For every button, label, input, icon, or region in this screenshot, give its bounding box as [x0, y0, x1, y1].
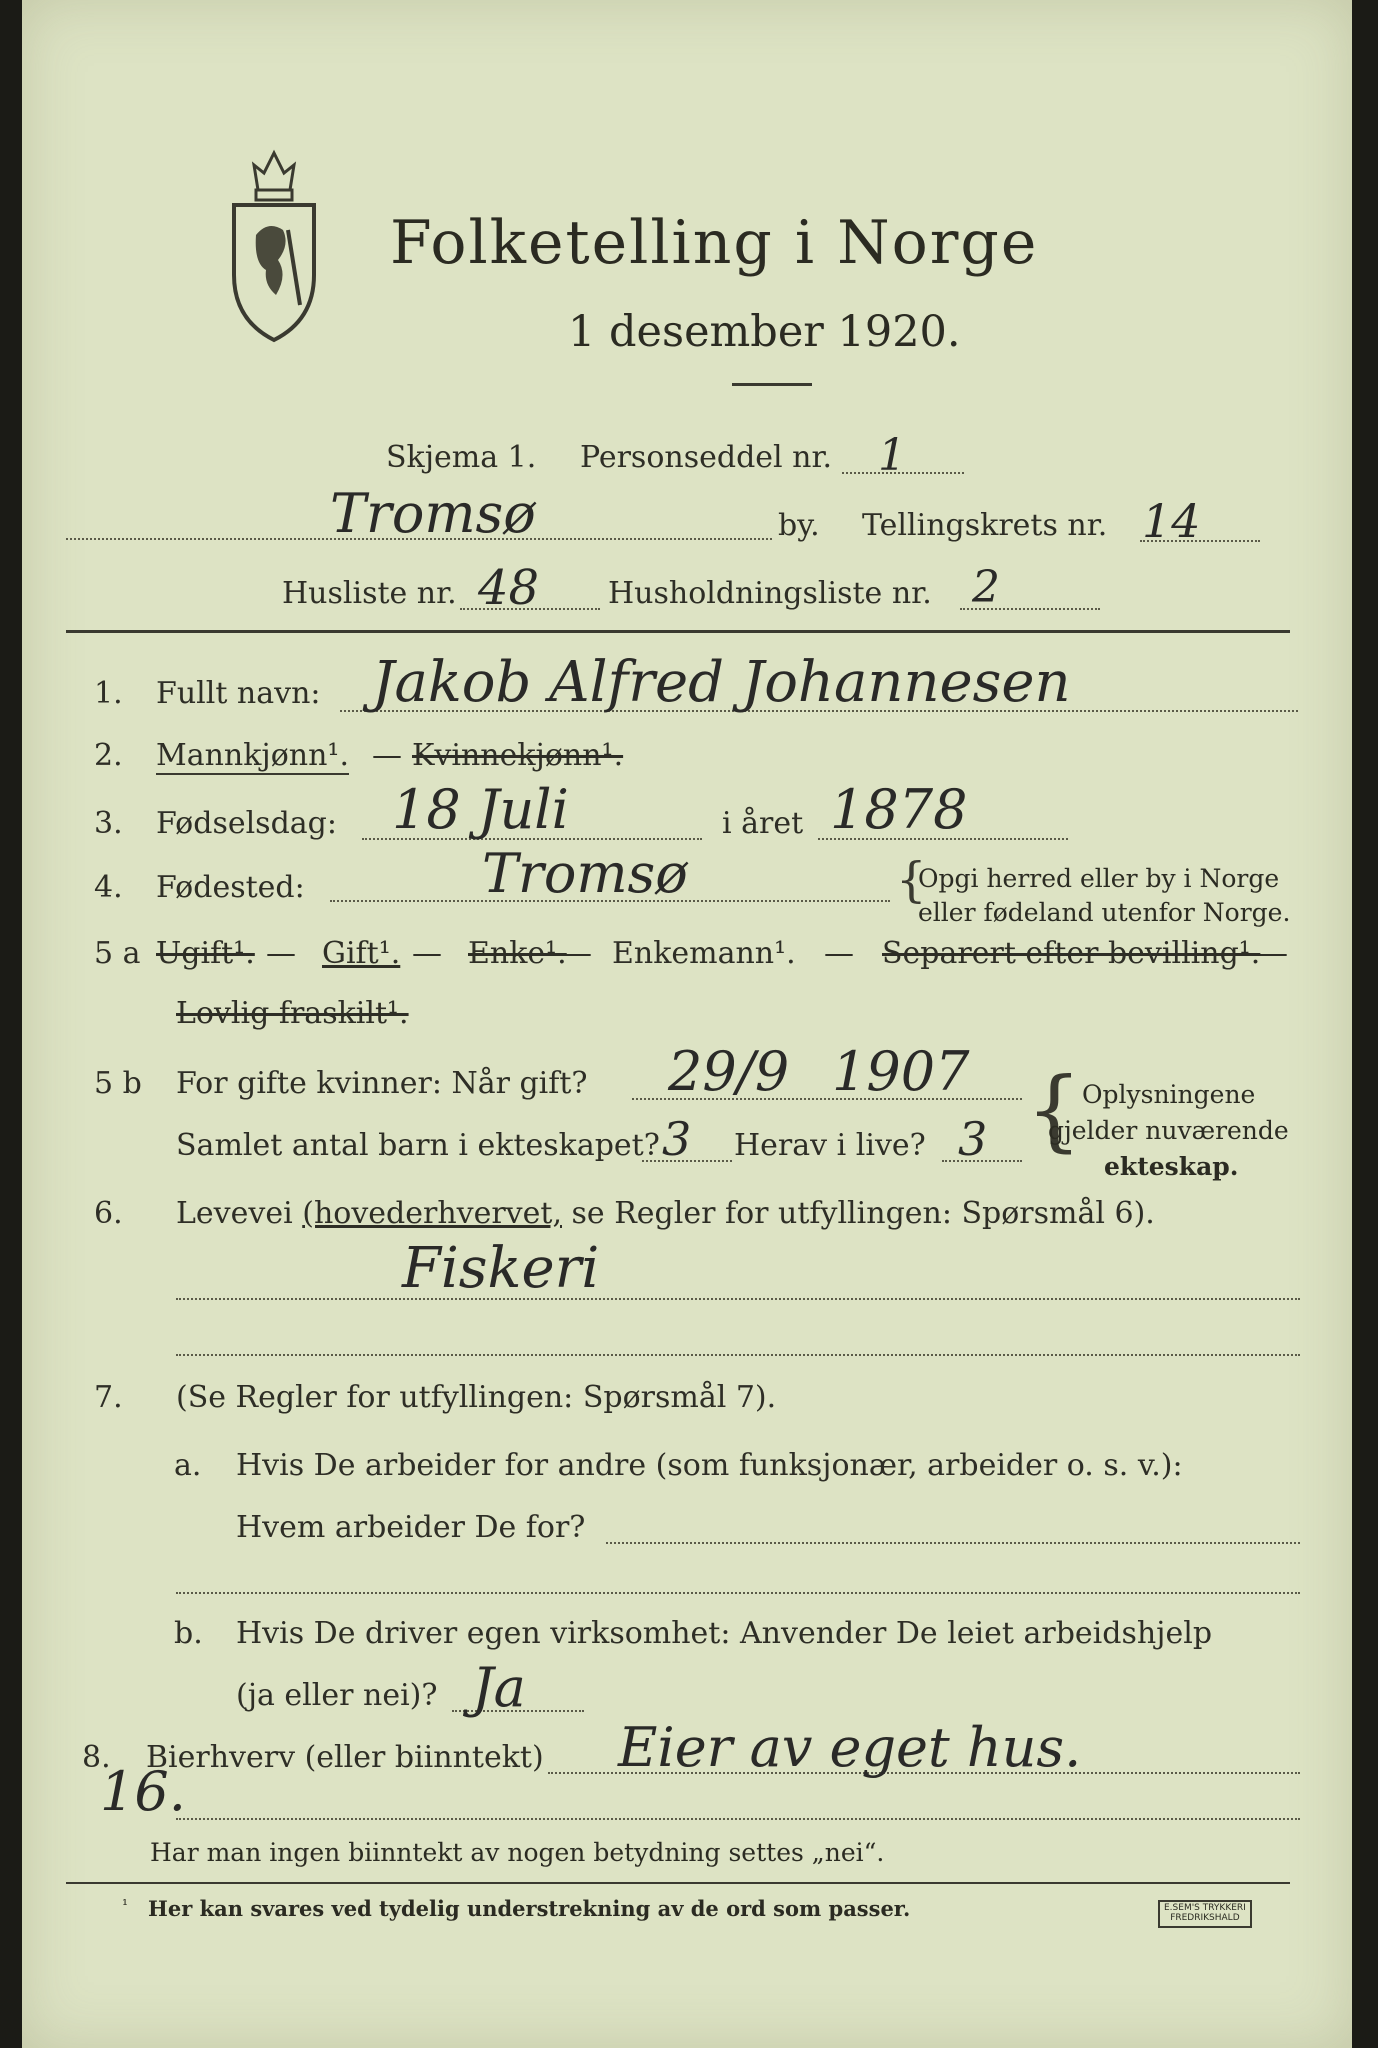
q3-number: 3. [94, 806, 123, 841]
q8-margin-note: 16. [100, 1760, 186, 1823]
q3-label: Fødselsdag: [156, 806, 337, 841]
q6-line-1 [176, 1298, 1300, 1300]
q4-note-1: Opgi herred eller by i Norge [918, 864, 1280, 893]
printer-stamp-line-1: E.SEM'S TRYKKERI [1164, 1903, 1246, 1913]
q5b-ilive-value: 3 [958, 1112, 988, 1166]
footnote-rule [66, 1882, 1290, 1884]
husholdningsliste-value: 2 [972, 562, 1000, 613]
q6-number: 6. [94, 1196, 123, 1231]
q8-label: Bierhverv (eller biinntekt) [146, 1740, 544, 1775]
q7-number: 7. [94, 1380, 123, 1415]
q5b-note-2: gjelder nuværende [1048, 1116, 1289, 1145]
q6-label-under: (hovederhvervet, [302, 1196, 562, 1231]
census-date: 1 desember 1920. [568, 307, 961, 357]
q5b-barn-label: Samlet antal barn i ekteskapet? [176, 1128, 660, 1163]
footnote-mark: ¹ [122, 1896, 129, 1914]
q1-label: Fullt navn: [156, 676, 321, 711]
q7-label: (Se Regler for utfyllingen: Spørsmål 7). [176, 1380, 777, 1415]
q8-value: Eier av eget hus. [618, 1716, 1082, 1779]
q6-line-2 [176, 1354, 1300, 1356]
q7a-text: Hvis De arbeider for andre (som funksjonær, arbeider o. s. v.): [236, 1448, 1183, 1483]
form-title: Folketelling i Norge [390, 208, 1039, 278]
q5a-dash-1: — [266, 936, 296, 971]
q4-note-2: eller fødeland utenfor Norge. [918, 898, 1291, 927]
by-label: by. [778, 508, 820, 543]
q5a-lovlig: Lovlig fraskilt¹. [176, 996, 409, 1031]
q5b-date-value: 29/9 [668, 1040, 790, 1103]
q7b-text: Hvis De driver egen virksomhet: Anvender De leiet arbeidshjelp [236, 1616, 1213, 1651]
printer-stamp-line-2: FREDRIKSHALD [1170, 1912, 1240, 1923]
q5a-gift: Gift¹. [322, 936, 401, 971]
q7a-label: a. [174, 1448, 202, 1483]
q5b-number: 5 b [94, 1066, 142, 1101]
q4-value: Tromsø [482, 842, 688, 905]
q6-label-pre: Levevei [176, 1196, 293, 1231]
header-rule [66, 630, 1290, 633]
q1-value: Jakob Alfred Johannesen [372, 650, 1071, 715]
q2-kvinne: Kvinnekjønn¹. [412, 738, 624, 773]
q7b-label: b. [174, 1616, 203, 1651]
husliste-value: 48 [478, 560, 540, 616]
biinntekt-note: Har man ingen biinntekt av nogen betydning settes „nei“. [150, 1838, 885, 1867]
printer-stamp [1158, 1900, 1252, 1928]
q3-year-label: i året [722, 806, 804, 841]
q5b-year-value: 1907 [832, 1040, 970, 1103]
q3-year-value: 1878 [830, 778, 968, 841]
q5b-ilive-label: Herav i live? [734, 1128, 926, 1163]
q8-number: 8. [82, 1740, 111, 1775]
title-divider [732, 383, 812, 386]
by-value: Tromsø [330, 482, 536, 545]
q2-separator: — [372, 738, 402, 773]
skjema-label: Skjema 1. [386, 440, 537, 475]
footnote-text: Her kan svares ved tydelig understrekning av de ord som passer. [148, 1896, 911, 1921]
q5a-dash-5: — [1258, 936, 1288, 971]
husholdningsliste-label: Husholdningsliste nr. [608, 576, 932, 611]
q4-label: Fødested: [156, 870, 305, 905]
q7a-question: Hvem arbeider De for? [236, 1510, 586, 1545]
q5b-barn-value: 3 [662, 1112, 692, 1166]
q7b-value: Ja [472, 1656, 526, 1719]
q3-value: 18 Juli [392, 778, 569, 841]
q2-number: 2. [94, 738, 123, 773]
q7a-line-2 [176, 1592, 1300, 1594]
q4-brace: { [896, 852, 927, 908]
q5b-note-1: Oplysningene [1082, 1080, 1256, 1109]
q6-label-post: se Regler for utfyllingen: Spørsmål 6). [571, 1196, 1155, 1231]
q5a-dash-2: — [412, 936, 442, 971]
census-form [22, 0, 1352, 2048]
q1-number: 1. [94, 676, 123, 711]
q2-mann: Mannkjønn¹. [156, 738, 349, 773]
q5a-enkemann: Enkemann¹. [612, 936, 796, 971]
q5b-note-3: ekteskap. [1104, 1152, 1239, 1181]
personseddel-label: Personseddel nr. [580, 440, 833, 475]
tellingskrets-label: Tellingskrets nr. [862, 508, 1108, 543]
q8-line-2 [176, 1818, 1300, 1820]
coat-of-arms-icon [228, 145, 320, 345]
q6-label [176, 1196, 1155, 1231]
personseddel-value: 1 [878, 430, 906, 481]
tellingskrets-value: 14 [1142, 494, 1201, 548]
husliste-label: Husliste nr. [282, 576, 457, 611]
q5a-ugift: Ugift¹. [156, 936, 255, 971]
q4-number: 4. [94, 870, 123, 905]
q5a-dash-3: — [562, 936, 592, 971]
q6-value: Fiskeri [402, 1236, 600, 1301]
q7a-line-1 [606, 1542, 1300, 1544]
q5a-enke: Enke¹. [468, 936, 567, 971]
q5b-brace: { [1026, 1058, 1082, 1161]
q7b-question: (ja eller nei)? [236, 1678, 438, 1713]
q5a-number: 5 a [94, 936, 141, 971]
q5b-label: For gifte kvinner: Når gift? [176, 1066, 588, 1101]
q5a-dash-4: — [824, 936, 854, 971]
q5a-separert: Separert efter bevilling¹. [882, 936, 1261, 971]
